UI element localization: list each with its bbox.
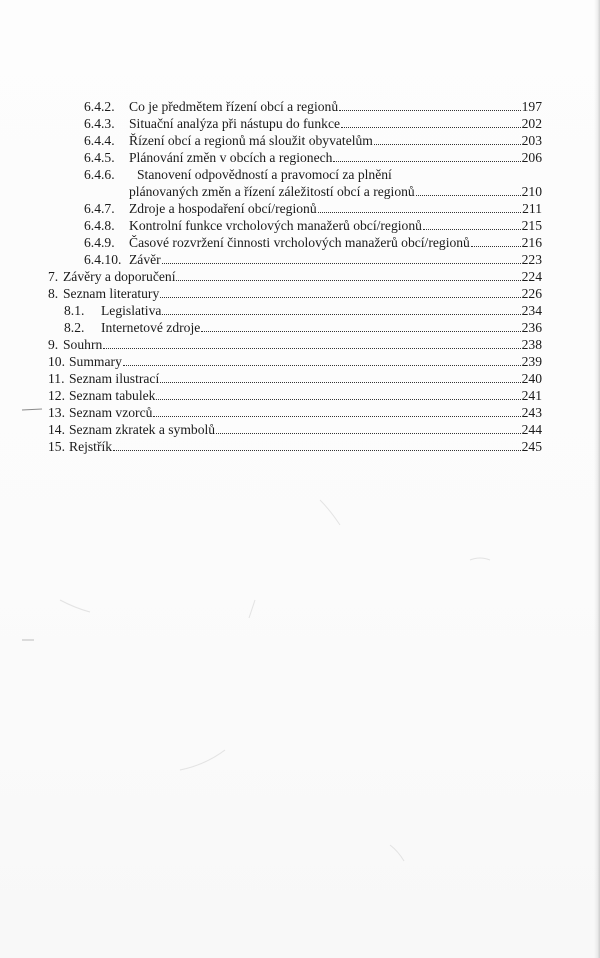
toc-entry	[0, 336, 600, 353]
dot-leader	[333, 160, 520, 162]
toc-entry-multiline	[0, 166, 600, 200]
dot-leader	[374, 143, 521, 145]
toc-entry	[0, 319, 600, 336]
toc-entry	[0, 200, 600, 217]
toc-entry-page: 215	[521, 218, 542, 233]
toc-entry-number: 9.	[48, 337, 59, 352]
toc-entry-title: Závěry a doporučení	[63, 269, 176, 284]
toc-entry	[0, 234, 600, 251]
toc-entry	[0, 115, 600, 132]
toc-entry-number: 14.	[48, 422, 65, 437]
toc-entry-number: 6.4.5.	[84, 150, 115, 165]
toc-entry-number: 13.	[48, 405, 65, 420]
toc-entry-number: 6.4.8.	[84, 218, 115, 233]
toc-entry-page: 236	[521, 320, 542, 335]
toc-entry-page: 197	[521, 99, 542, 114]
dot-leader	[113, 449, 521, 451]
toc-entry-title: Závěr	[129, 252, 161, 267]
dot-leader	[416, 194, 521, 196]
toc-entry-title: Seznam literatury	[63, 286, 160, 301]
toc-entry	[0, 370, 600, 387]
toc-entry-number: 8.	[48, 286, 59, 301]
toc-entry-title: Zdroje a hospodaření obcí/regionů	[129, 201, 317, 216]
toc-entry-number: 8.1.	[64, 303, 85, 318]
toc-entry-page: 211	[522, 201, 542, 216]
toc-entry-page: 239	[521, 354, 542, 369]
toc-entry	[0, 387, 600, 404]
toc-entry-number: 6.4.7.	[84, 201, 115, 216]
toc-entry-number: 10.	[48, 354, 65, 369]
toc-entry-title: Situační analýza při nástupu do funkce	[129, 116, 341, 131]
table-of-contents	[0, 98, 600, 455]
toc-entry-number: 8.2.	[64, 320, 85, 335]
dot-leader	[162, 262, 521, 264]
toc-entry-title: Seznam vzorců	[69, 405, 153, 420]
toc-entry-page: 216	[521, 235, 542, 250]
toc-entry-number: 6.4.3.	[84, 116, 115, 131]
toc-entry-number: 12.	[48, 388, 65, 403]
toc-entry-title: Řízení obcí a regionů má sloužit obyvatelům	[129, 133, 373, 148]
toc-entry	[0, 217, 600, 234]
toc-entry	[0, 353, 600, 370]
toc-entry-title: Souhrn	[63, 337, 103, 352]
toc-entry	[0, 268, 600, 285]
toc-entry-number: 6.4.9.	[84, 235, 115, 250]
dot-leader	[216, 432, 521, 434]
toc-entry	[0, 404, 600, 421]
toc-entry-page: 202	[521, 116, 542, 131]
toc-entry-number: 15.	[48, 439, 65, 454]
toc-entry-page: 206	[521, 150, 542, 165]
toc-entry-title: Legislativa	[101, 303, 162, 318]
toc-entry	[0, 302, 600, 319]
toc-entry-title: Seznam ilustrací	[69, 371, 160, 386]
toc-entry-page: 210	[521, 184, 542, 199]
dot-leader	[318, 211, 521, 213]
dot-leader	[160, 381, 520, 383]
toc-entry-number: 6.4.2.	[84, 99, 115, 114]
toc-entry-title: Kontrolní funkce vrcholových manažerů obcí/regionů	[129, 218, 422, 233]
toc-entry-page: 244	[521, 422, 542, 437]
toc-entry	[0, 149, 600, 166]
toc-entry-title: Plánování změn v obcích a regionech	[129, 150, 333, 165]
dot-leader	[176, 279, 520, 281]
dot-leader	[339, 109, 520, 111]
toc-entry-page: 243	[521, 405, 542, 420]
toc-entry-title: Časové rozvržení činnosti vrcholových manažerů obcí/regionů	[129, 235, 470, 250]
toc-entry	[0, 251, 600, 268]
toc-entry	[0, 98, 600, 115]
toc-entry-title: Summary	[69, 354, 122, 369]
dot-leader	[103, 347, 520, 349]
toc-entry-page: 226	[521, 286, 542, 301]
dot-leader	[341, 126, 521, 128]
toc-entry-page: 238	[521, 337, 542, 352]
toc-entry	[0, 421, 600, 438]
toc-entry-title: plánovaných změn a řízení záležitostí obcí a regionů	[129, 184, 415, 199]
toc-entry-title: Co je předmětem řízení obcí a regionů	[129, 99, 339, 114]
toc-entry	[0, 285, 600, 302]
toc-entry-title: Seznam tabulek	[69, 388, 156, 403]
toc-entry-number: 6.4.4.	[84, 133, 115, 148]
toc-entry-page: 245	[521, 439, 542, 454]
dot-leader	[123, 364, 521, 366]
dot-leader	[156, 398, 520, 400]
toc-entry-number: 7.	[48, 269, 59, 284]
toc-entry	[0, 132, 600, 149]
dot-leader	[153, 415, 520, 417]
dot-leader	[471, 245, 521, 247]
dot-leader	[423, 228, 521, 230]
toc-entry-page: 234	[521, 303, 542, 318]
dot-leader	[160, 296, 520, 298]
toc-entry-page: 240	[521, 371, 542, 386]
toc-entry-title: Internetové zdroje	[101, 320, 201, 335]
toc-entry	[0, 438, 600, 455]
toc-entry-title-line1: Stanovení odpovědností a pravomocí za plnění	[137, 167, 392, 182]
toc-entry-page: 203	[521, 133, 542, 148]
toc-entry-number: 11.	[48, 371, 65, 386]
toc-entry-number: 6.4.6.	[84, 167, 115, 182]
dot-leader	[201, 330, 520, 332]
toc-entry-title: Rejstřík	[69, 439, 113, 454]
toc-entry-number: 6.4.10.	[84, 252, 122, 267]
toc-entry-page: 224	[521, 269, 542, 284]
toc-entry-title: Seznam zkratek a symbolů	[69, 422, 216, 437]
dot-leader	[162, 313, 520, 315]
toc-entry-page: 241	[521, 388, 542, 403]
toc-entry-page: 223	[521, 252, 542, 267]
